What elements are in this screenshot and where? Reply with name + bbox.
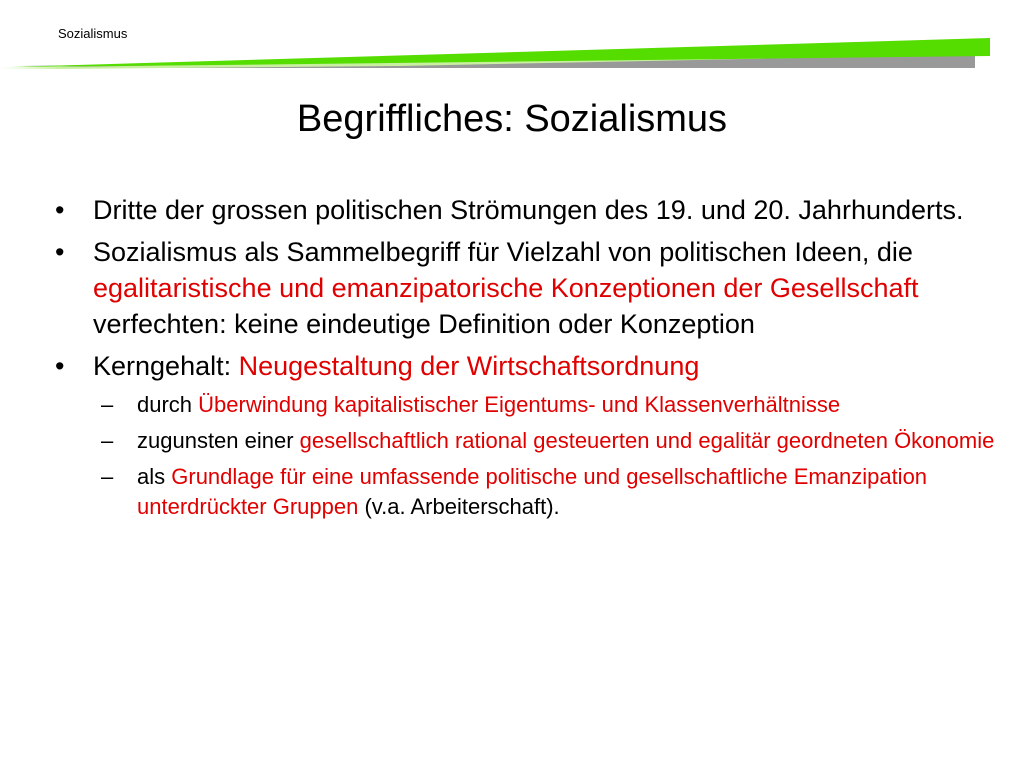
sub-bullet-2 [101,426,995,456]
header-label: Sozialismus [58,26,128,41]
bullet-marker: • [55,195,65,225]
sub-bullet-1 [101,390,995,420]
dash-marker: – [101,428,114,453]
bullet-2-text: Sozialismus als Sammelbegriff für Vielzahl von politischen Ideen, die [93,237,913,267]
bullet-marker: • [55,237,65,267]
sub-bullet-2-text: zugunsten einer [137,428,300,453]
sub-bullet-3-text-end: (v.a. Arbeiterschaft). [358,494,560,519]
bullet-2-highlight: egalitaristische und emanzipatorische Konzeptionen der Gesellschaft [93,273,919,303]
sub-bullet-2-highlight: gesellschaftlich rational gesteuerten und egalitär geordneten Ökonomie [299,428,995,453]
dash-marker: – [101,392,114,417]
sub-bullet-3-text: als [137,464,172,489]
sub-bullet-3 [101,462,995,522]
bullet-3-text: Kerngehalt: [93,351,239,381]
bullet-2 [55,234,995,342]
bullet-3 [55,348,995,384]
bullet-1-text: Dritte der grossen politischen Strömungen des 19. und 20. Jahrhunderts. [93,195,964,225]
sub-bullet-3-highlight: Grundlage für eine umfassende politische und gesellschaftliche Emanzipation unterdrückter Gruppen [137,464,928,519]
slide-content [55,192,995,528]
slide-title: Begriffliches: Sozialismus [296,98,728,140]
dash-marker: – [101,464,114,489]
header-swoosh [0,34,1024,74]
bullet-marker: • [55,351,65,381]
sub-bullet-1-highlight: Überwindung kapitalistischer Eigentums- und Klassenverhältnisse [198,392,841,417]
bullet-1 [55,192,995,228]
bullet-3-highlight: Neugestaltung der Wirtschaftsordnung [238,351,700,381]
sub-bullet-1-text: durch [137,392,199,417]
bullet-2-text-end: verfechten: keine eindeutige Definition oder Konzeption [93,309,755,339]
